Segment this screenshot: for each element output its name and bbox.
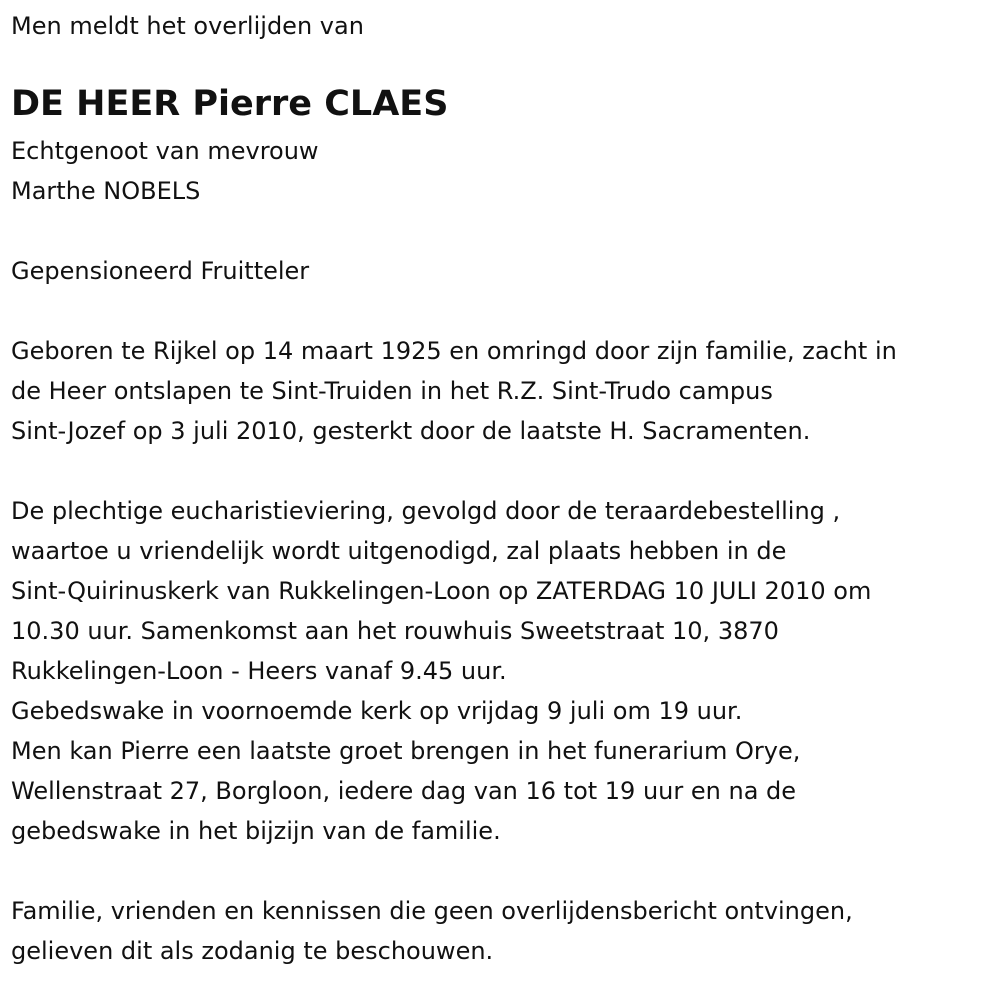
funeral-paragraph	[11, 491, 993, 851]
spacer	[11, 851, 993, 891]
deceased-name: DE HEER Pierre CLAES	[11, 84, 449, 124]
intro-text: Men meldt het overlijden van	[11, 12, 364, 40]
paragraph-line: Wellenstraat 27, Borgloon, iedere dag van 16 tot 19 uur en na de	[11, 777, 797, 805]
spouse-block	[11, 131, 993, 211]
spacer	[11, 291, 993, 331]
paragraph-line: Men kan Pierre een laatste groet brengen in het funerarium Orye,	[11, 737, 801, 765]
paragraph-line: gelieven dit als zodanig te beschouwen.	[11, 937, 494, 965]
paragraph-line: Sint-Quirinuskerk van Rukkelingen-Loon op ZATERDAG 10 JULI 2010 om	[11, 577, 872, 605]
spouse-name: Marthe NOBELS	[11, 177, 201, 205]
spacer	[11, 451, 993, 491]
paragraph-line: de Heer ontslapen te Sint-Truiden in het R.Z. Sint-Trudo campus	[11, 377, 773, 405]
closing-paragraph	[11, 891, 993, 971]
paragraph-line: Geboren te Rijkel op 14 maart 1925 en omringd door zijn familie, zacht in	[11, 337, 897, 365]
death-notice	[11, 6, 993, 971]
spouse-line: Echtgenoot van mevrouw	[11, 137, 319, 165]
paragraph-line: Familie, vrienden en kennissen die geen overlijdensbericht ontvingen,	[11, 897, 853, 925]
paragraph-line: Gebedswake in voornoemde kerk op vrijdag 9 juli om 19 uur.	[11, 697, 743, 725]
paragraph-line: Rukkelingen-Loon - Heers vanaf 9.45 uur.	[11, 657, 507, 685]
birth-death-paragraph	[11, 331, 993, 451]
spacer	[11, 211, 993, 251]
paragraph-line: Sint-Jozef op 3 juli 2010, gesterkt door de laatste H. Sacramenten.	[11, 417, 811, 445]
paragraph-line: 10.30 uur. Samenkomst aan het rouwhuis Sweetstraat 10, 3870	[11, 617, 779, 645]
paragraph-line: gebedswake in het bijzijn van de familie.	[11, 817, 501, 845]
profession: Gepensioneerd Fruitteler	[11, 257, 310, 285]
paragraph-line: waartoe u vriendelijk wordt uitgenodigd, zal plaats hebben in de	[11, 537, 787, 565]
paragraph-line: De plechtige eucharistieviering, gevolgd door de teraardebestelling ,	[11, 497, 841, 525]
